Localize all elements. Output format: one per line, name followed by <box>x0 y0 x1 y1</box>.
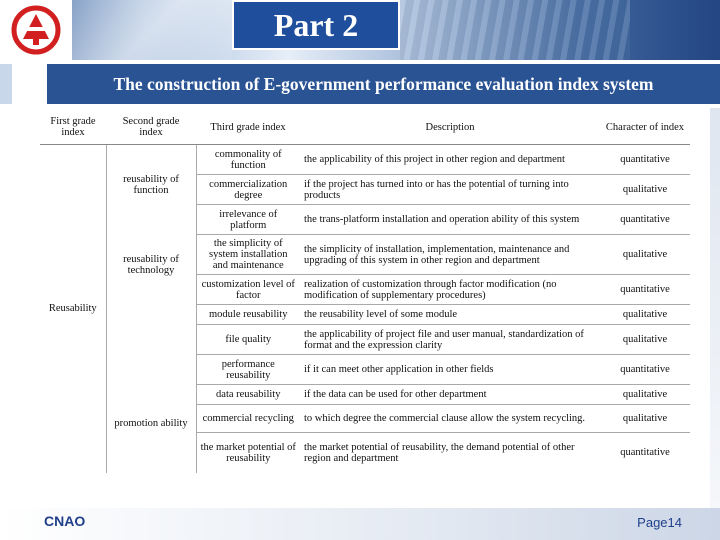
description-cell: the applicability of project file and user manual, standardization of format and the expression clarity <box>300 325 600 355</box>
banner-panel <box>72 0 232 60</box>
second-grade-promotion-cell <box>106 325 196 473</box>
description-cell: if the data can be used for other department <box>300 385 600 405</box>
third-grade-cell: file quality <box>196 325 300 355</box>
third-grade-cell: irrelevance of platform <box>196 205 300 235</box>
character-cell: qualitative <box>600 405 690 433</box>
page-title-text: Part 2 <box>273 6 359 43</box>
character-cell: quantitative <box>600 205 690 235</box>
second-grade-label: reusability of function <box>123 173 179 196</box>
header-second-grade: Second grade index <box>106 110 196 145</box>
description-cell: if the project has turned into or has the potential of turning into products <box>300 175 600 205</box>
cnao-logo-icon <box>11 5 61 55</box>
third-grade-cell: the market potential of reusability <box>200 441 296 464</box>
page-title <box>232 0 400 50</box>
second-grade-technology-cell <box>106 205 196 325</box>
character-cell: qualitative <box>600 305 690 325</box>
page-number: Page14 <box>637 515 682 530</box>
subtitle-text: The construction of E-government performance evaluation index system <box>113 73 654 94</box>
third-grade-cell: customization level of factor <box>196 275 300 305</box>
first-grade-label: Reusability <box>48 303 97 315</box>
second-grade-label: reusability of technology <box>123 253 179 276</box>
character-cell: quantitative <box>620 447 670 459</box>
character-cell: qualitative <box>600 385 690 405</box>
third-grade-cell: performance reusability <box>196 355 300 385</box>
footer <box>0 508 720 540</box>
decorative-stripe <box>710 108 720 508</box>
character-cell: qualitative <box>600 325 690 355</box>
third-grade-cell: data reusability <box>196 385 300 405</box>
table-row <box>40 145 690 175</box>
footer-org: CNAO <box>44 513 86 529</box>
description-cell: to which degree the commercial clause allow the system recycling. <box>300 405 600 433</box>
description-cell: realization of customization through factor modification (no modification of supplementary procedures) <box>300 275 600 305</box>
table-row <box>40 205 690 235</box>
description-cell: the reusability level of some module <box>300 305 600 325</box>
second-grade-label: promotion ability <box>114 418 188 429</box>
banner-panel <box>400 0 630 60</box>
banner-panel <box>630 0 720 60</box>
character-cell: quantitative <box>600 275 690 305</box>
description-cell: the applicability of this project in other region and department <box>300 145 600 175</box>
index-table <box>40 110 690 473</box>
second-grade-function-cell <box>106 145 196 205</box>
header-third-grade: Third grade index <box>196 110 300 145</box>
description-cell: if it can meet other application in other fields <box>300 355 600 385</box>
header-first-grade: First grade index <box>40 110 106 145</box>
third-grade-cell: commercialization degree <box>196 175 300 205</box>
third-grade-cell: commonality of function <box>196 145 300 175</box>
header-character: Character of index <box>600 110 690 145</box>
description-cell: the simplicity of installation, implementation, maintenance and upgrading of this system in other region and department <box>300 235 600 275</box>
logo <box>0 0 72 60</box>
description-cell: the market potential of reusability, the demand potential of other region and department <box>304 441 575 464</box>
character-cell: qualitative <box>600 235 690 275</box>
header-description: Description <box>300 110 600 145</box>
description-cell: the trans-platform installation and operation ability of this system <box>300 205 600 235</box>
character-cell: qualitative <box>600 175 690 205</box>
third-grade-cell: module reusability <box>196 305 300 325</box>
table-header-row <box>40 110 690 145</box>
third-grade-cell: commercial recycling <box>196 405 300 433</box>
first-grade-cell <box>40 145 106 473</box>
third-grade-cell: the simplicity of system installation and maintenance <box>196 235 300 275</box>
character-cell: quantitative <box>600 355 690 385</box>
decorative-stripe <box>0 64 12 104</box>
character-cell: quantitative <box>600 145 690 175</box>
subtitle-band <box>47 64 720 104</box>
table-row <box>40 325 690 355</box>
